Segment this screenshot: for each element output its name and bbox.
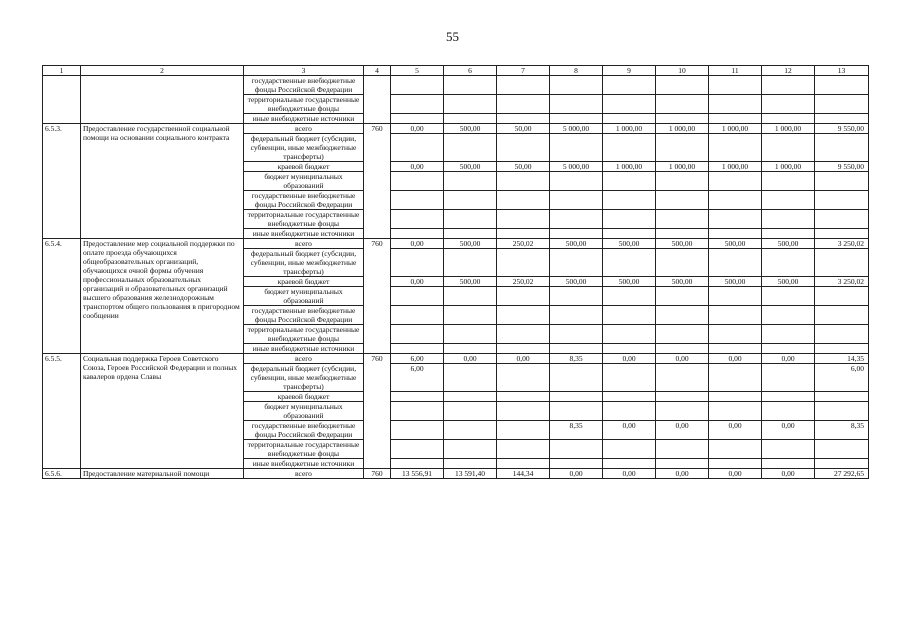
- year-value: [391, 191, 444, 210]
- year-value: [497, 249, 550, 277]
- row-name: Предоставление материальной помощи: [81, 469, 244, 479]
- year-value: [497, 172, 550, 191]
- page-number: 55: [446, 29, 459, 44]
- year-value: 0,00: [656, 469, 709, 479]
- column-number-row: [43, 66, 869, 76]
- year-value: [391, 95, 444, 114]
- year-value: [603, 364, 656, 392]
- year-value: [550, 459, 603, 469]
- funding-source: краевой бюджет: [244, 392, 364, 402]
- year-value: [709, 249, 762, 277]
- year-value: [709, 325, 762, 344]
- year-value: 50,00: [497, 162, 550, 172]
- year-value: [656, 344, 709, 354]
- total-value: [815, 210, 869, 229]
- year-value: [391, 172, 444, 191]
- year-value: [709, 440, 762, 459]
- year-value: [656, 287, 709, 306]
- column-number: 8: [550, 66, 603, 76]
- year-value: 0,00: [603, 421, 656, 440]
- total-value: [815, 344, 869, 354]
- year-value: 0,00: [656, 354, 709, 364]
- year-value: 8,35: [550, 421, 603, 440]
- year-value: [497, 402, 550, 421]
- year-value: 500,00: [550, 277, 603, 287]
- column-number: 9: [603, 66, 656, 76]
- year-value: 1 000,00: [656, 124, 709, 134]
- year-value: 0,00: [603, 354, 656, 364]
- year-value: [709, 364, 762, 392]
- total-value: 6,00: [815, 364, 869, 392]
- year-value: [656, 229, 709, 239]
- year-value: [550, 210, 603, 229]
- year-value: [603, 392, 656, 402]
- year-value: [656, 76, 709, 95]
- year-value: 500,00: [762, 277, 815, 287]
- year-value: [550, 95, 603, 114]
- year-value: [603, 459, 656, 469]
- year-value: 13 556,91: [391, 469, 444, 479]
- year-value: 500,00: [603, 239, 656, 249]
- row-code: 6.5.3.: [43, 124, 81, 239]
- grbs-code: 760: [364, 354, 391, 469]
- year-value: 0,00: [444, 354, 497, 364]
- year-value: [603, 287, 656, 306]
- funding-source: краевой бюджет: [244, 162, 364, 172]
- year-value: [603, 134, 656, 162]
- funding-source: территориальные государственные внебюджетные фонды: [244, 210, 364, 229]
- year-value: [391, 249, 444, 277]
- year-value: [656, 134, 709, 162]
- year-value: [762, 440, 815, 459]
- total-value: 9 550,00: [815, 162, 869, 172]
- funding-source: федеральный бюджет (субсидии, субвенции, иные межбюджетные трансферты): [244, 364, 364, 392]
- year-value: [444, 134, 497, 162]
- year-value: [497, 364, 550, 392]
- column-number: 1: [43, 66, 81, 76]
- total-value: [815, 191, 869, 210]
- year-value: [603, 210, 656, 229]
- year-value: 0,00: [709, 469, 762, 479]
- year-value: [709, 306, 762, 325]
- funding-source: иные внебюджетные источники: [244, 459, 364, 469]
- total-value: 3 250,02: [815, 239, 869, 249]
- table-row: [43, 76, 869, 95]
- year-value: [550, 344, 603, 354]
- row-code: 6.5.5.: [43, 354, 81, 469]
- total-value: [815, 249, 869, 277]
- year-value: 0,00: [391, 162, 444, 172]
- funding-source: государственные внебюджетные фонды Российской Федерации: [244, 76, 364, 95]
- year-value: [709, 76, 762, 95]
- year-value: [497, 191, 550, 210]
- year-value: [762, 459, 815, 469]
- year-value: 1 000,00: [762, 124, 815, 134]
- year-value: [603, 306, 656, 325]
- year-value: [550, 402, 603, 421]
- year-value: [550, 134, 603, 162]
- year-value: [550, 172, 603, 191]
- year-value: [550, 114, 603, 124]
- year-value: 0,00: [603, 469, 656, 479]
- total-value: [815, 229, 869, 239]
- total-value: [815, 459, 869, 469]
- year-value: [709, 287, 762, 306]
- year-value: [497, 114, 550, 124]
- year-value: [391, 76, 444, 95]
- year-value: [709, 172, 762, 191]
- column-number: 11: [709, 66, 762, 76]
- year-value: [444, 306, 497, 325]
- year-value: [444, 287, 497, 306]
- year-value: [497, 95, 550, 114]
- total-value: [815, 134, 869, 162]
- year-value: [444, 210, 497, 229]
- year-value: 50,00: [497, 124, 550, 134]
- year-value: 250,02: [497, 239, 550, 249]
- year-value: [444, 392, 497, 402]
- year-value: [603, 95, 656, 114]
- total-value: [815, 402, 869, 421]
- row-code: 6.5.4.: [43, 239, 81, 354]
- total-value: [815, 172, 869, 191]
- total-value: [815, 440, 869, 459]
- year-value: [550, 76, 603, 95]
- funding-source: бюджет муниципальных образований: [244, 402, 364, 421]
- year-value: 144,34: [497, 469, 550, 479]
- total-value: [815, 76, 869, 95]
- year-value: 0,00: [762, 469, 815, 479]
- column-number: 2: [81, 66, 244, 76]
- year-value: 500,00: [603, 277, 656, 287]
- year-value: [762, 392, 815, 402]
- year-value: [762, 95, 815, 114]
- funding-source: всего: [244, 469, 364, 479]
- year-value: [444, 191, 497, 210]
- year-value: [656, 249, 709, 277]
- funding-source: федеральный бюджет (субсидии, субвенции, иные межбюджетные трансферты): [244, 134, 364, 162]
- total-value: 27 292,65: [815, 469, 869, 479]
- year-value: [444, 325, 497, 344]
- year-value: [762, 287, 815, 306]
- year-value: [762, 249, 815, 277]
- year-value: [656, 172, 709, 191]
- column-number: 7: [497, 66, 550, 76]
- year-value: [391, 392, 444, 402]
- year-value: [762, 229, 815, 239]
- year-value: [656, 95, 709, 114]
- year-value: [391, 306, 444, 325]
- year-value: [762, 191, 815, 210]
- year-value: 500,00: [444, 162, 497, 172]
- year-value: 0,00: [391, 239, 444, 249]
- year-value: [497, 76, 550, 95]
- funding-source: территориальные государственные внебюджетные фонды: [244, 95, 364, 114]
- year-value: 500,00: [656, 239, 709, 249]
- year-value: [550, 249, 603, 277]
- year-value: [391, 344, 444, 354]
- funding-source: государственные внебюджетные фонды Российской Федерации: [244, 191, 364, 210]
- funding-source: всего: [244, 354, 364, 364]
- grbs-code: 760: [364, 124, 391, 239]
- year-value: [603, 440, 656, 459]
- year-value: [603, 325, 656, 344]
- row-name: Социальная поддержка Героев Советского Союза, Героев Российской Федерации и полных кавалеров ордена Славы: [81, 354, 244, 469]
- year-value: [391, 287, 444, 306]
- funding-source: территориальные государственные внебюджетные фонды: [244, 440, 364, 459]
- year-value: [391, 229, 444, 239]
- funding-source: всего: [244, 239, 364, 249]
- year-value: [497, 440, 550, 459]
- year-value: [444, 172, 497, 191]
- year-value: 500,00: [762, 239, 815, 249]
- funding-source: бюджет муниципальных образований: [244, 172, 364, 191]
- year-value: [444, 229, 497, 239]
- year-value: [709, 459, 762, 469]
- funding-source: государственные внебюджетные фонды Российской Федерации: [244, 421, 364, 440]
- year-value: [550, 229, 603, 239]
- year-value: [391, 440, 444, 459]
- year-value: 0,00: [550, 469, 603, 479]
- year-value: [444, 249, 497, 277]
- year-value: [656, 459, 709, 469]
- year-value: [391, 114, 444, 124]
- funding-source: бюджет муниципальных образований: [244, 287, 364, 306]
- year-value: 1 000,00: [709, 162, 762, 172]
- year-value: [656, 191, 709, 210]
- year-value: [391, 325, 444, 344]
- year-value: [709, 210, 762, 229]
- year-value: [656, 114, 709, 124]
- year-value: [603, 402, 656, 421]
- budget-table: [42, 65, 869, 479]
- table-row: [43, 239, 869, 249]
- table-row: [43, 469, 869, 479]
- year-value: [709, 344, 762, 354]
- year-value: [762, 134, 815, 162]
- year-value: 1 000,00: [709, 124, 762, 134]
- table-row: [43, 124, 869, 134]
- year-value: 0,00: [762, 354, 815, 364]
- year-value: [656, 306, 709, 325]
- year-value: 500,00: [444, 239, 497, 249]
- year-value: 500,00: [444, 277, 497, 287]
- column-number: 6: [444, 66, 497, 76]
- row-code: [43, 76, 81, 124]
- year-value: [550, 306, 603, 325]
- grbs-code: 760: [364, 469, 391, 479]
- year-value: 500,00: [550, 239, 603, 249]
- year-value: 0,00: [762, 421, 815, 440]
- year-value: [709, 95, 762, 114]
- year-value: 0,00: [709, 421, 762, 440]
- year-value: [497, 134, 550, 162]
- year-value: [391, 459, 444, 469]
- year-value: [603, 229, 656, 239]
- year-value: [550, 392, 603, 402]
- year-value: [444, 459, 497, 469]
- column-number: 3: [244, 66, 364, 76]
- year-value: 500,00: [709, 277, 762, 287]
- total-value: [815, 392, 869, 402]
- total-value: 14,35: [815, 354, 869, 364]
- year-value: [444, 440, 497, 459]
- year-value: 8,35: [550, 354, 603, 364]
- column-number: 13: [815, 66, 869, 76]
- year-value: [709, 229, 762, 239]
- year-value: [603, 344, 656, 354]
- year-value: [497, 459, 550, 469]
- year-value: [603, 249, 656, 277]
- year-value: [656, 402, 709, 421]
- year-value: [497, 421, 550, 440]
- total-value: [815, 325, 869, 344]
- funding-source: федеральный бюджет (субсидии, субвенции, иные межбюджетные трансферты): [244, 249, 364, 277]
- year-value: 0,00: [391, 124, 444, 134]
- year-value: 6,00: [391, 354, 444, 364]
- year-value: [444, 344, 497, 354]
- year-value: 1 000,00: [656, 162, 709, 172]
- year-value: [762, 364, 815, 392]
- year-value: [391, 210, 444, 229]
- year-value: [497, 229, 550, 239]
- year-value: 6,00: [391, 364, 444, 392]
- year-value: [603, 191, 656, 210]
- year-value: [656, 210, 709, 229]
- year-value: 1 000,00: [603, 162, 656, 172]
- year-value: [391, 402, 444, 421]
- table-row: [43, 354, 869, 364]
- year-value: [762, 210, 815, 229]
- column-number: 12: [762, 66, 815, 76]
- year-value: 1 000,00: [603, 124, 656, 134]
- year-value: [762, 344, 815, 354]
- total-value: 3 250,02: [815, 277, 869, 287]
- row-name: Предоставление мер социальной поддержки по оплате проезда обучающихся общеобразовательных организаций, обучающихся очной формы обучения профессиональных образовательных организаций и образовательных организаций высшего образования железнодорожным транспортом общего пользования в пригородном сообщении: [81, 239, 244, 354]
- year-value: 250,02: [497, 277, 550, 287]
- row-code: 6.5.6.: [43, 469, 81, 479]
- year-value: [656, 440, 709, 459]
- year-value: [762, 325, 815, 344]
- year-value: [497, 210, 550, 229]
- row-name: [81, 76, 244, 124]
- year-value: [709, 191, 762, 210]
- grbs-code: 760: [364, 239, 391, 354]
- year-value: [656, 325, 709, 344]
- year-value: [709, 392, 762, 402]
- year-value: 500,00: [709, 239, 762, 249]
- year-value: [603, 76, 656, 95]
- year-value: 0,00: [391, 277, 444, 287]
- year-value: [709, 134, 762, 162]
- total-value: [815, 287, 869, 306]
- year-value: [497, 306, 550, 325]
- year-value: 0,00: [709, 354, 762, 364]
- total-value: 9 550,00: [815, 124, 869, 134]
- funding-source: территориальные государственные внебюджетные фонды: [244, 325, 364, 344]
- year-value: [444, 364, 497, 392]
- funding-source: государственные внебюджетные фонды Российской Федерации: [244, 306, 364, 325]
- year-value: 500,00: [656, 277, 709, 287]
- year-value: [391, 421, 444, 440]
- year-value: [762, 172, 815, 191]
- year-value: [762, 114, 815, 124]
- year-value: 0,00: [497, 354, 550, 364]
- year-value: [550, 287, 603, 306]
- year-value: [444, 421, 497, 440]
- funding-source: иные внебюджетные источники: [244, 229, 364, 239]
- year-value: [550, 364, 603, 392]
- year-value: [391, 134, 444, 162]
- year-value: [444, 402, 497, 421]
- total-value: [815, 95, 869, 114]
- funding-source: краевой бюджет: [244, 277, 364, 287]
- year-value: [656, 364, 709, 392]
- year-value: [550, 191, 603, 210]
- table-body: [43, 76, 869, 479]
- year-value: 0,00: [656, 421, 709, 440]
- column-number: 10: [656, 66, 709, 76]
- year-value: [709, 114, 762, 124]
- year-value: [656, 392, 709, 402]
- year-value: [444, 114, 497, 124]
- year-value: [709, 402, 762, 421]
- year-value: [762, 76, 815, 95]
- total-value: 8,35: [815, 421, 869, 440]
- year-value: [497, 325, 550, 344]
- funding-source: всего: [244, 124, 364, 134]
- year-value: [497, 344, 550, 354]
- total-value: [815, 306, 869, 325]
- year-value: [550, 440, 603, 459]
- row-name: Предоставление государственной социальной помощи на основании социального контракта: [81, 124, 244, 239]
- year-value: [762, 402, 815, 421]
- year-value: 1 000,00: [762, 162, 815, 172]
- year-value: [497, 287, 550, 306]
- year-value: [497, 392, 550, 402]
- year-value: [550, 325, 603, 344]
- year-value: [762, 306, 815, 325]
- grbs-code: [364, 76, 391, 124]
- year-value: [444, 76, 497, 95]
- year-value: 13 591,40: [444, 469, 497, 479]
- column-number: 4: [364, 66, 391, 76]
- year-value: [444, 95, 497, 114]
- year-value: [603, 114, 656, 124]
- column-number: 5: [391, 66, 444, 76]
- funding-source: иные внебюджетные источники: [244, 114, 364, 124]
- year-value: 500,00: [444, 124, 497, 134]
- year-value: [603, 172, 656, 191]
- funding-source: иные внебюджетные источники: [244, 344, 364, 354]
- year-value: 5 000,00: [550, 124, 603, 134]
- total-value: [815, 114, 869, 124]
- year-value: 5 000,00: [550, 162, 603, 172]
